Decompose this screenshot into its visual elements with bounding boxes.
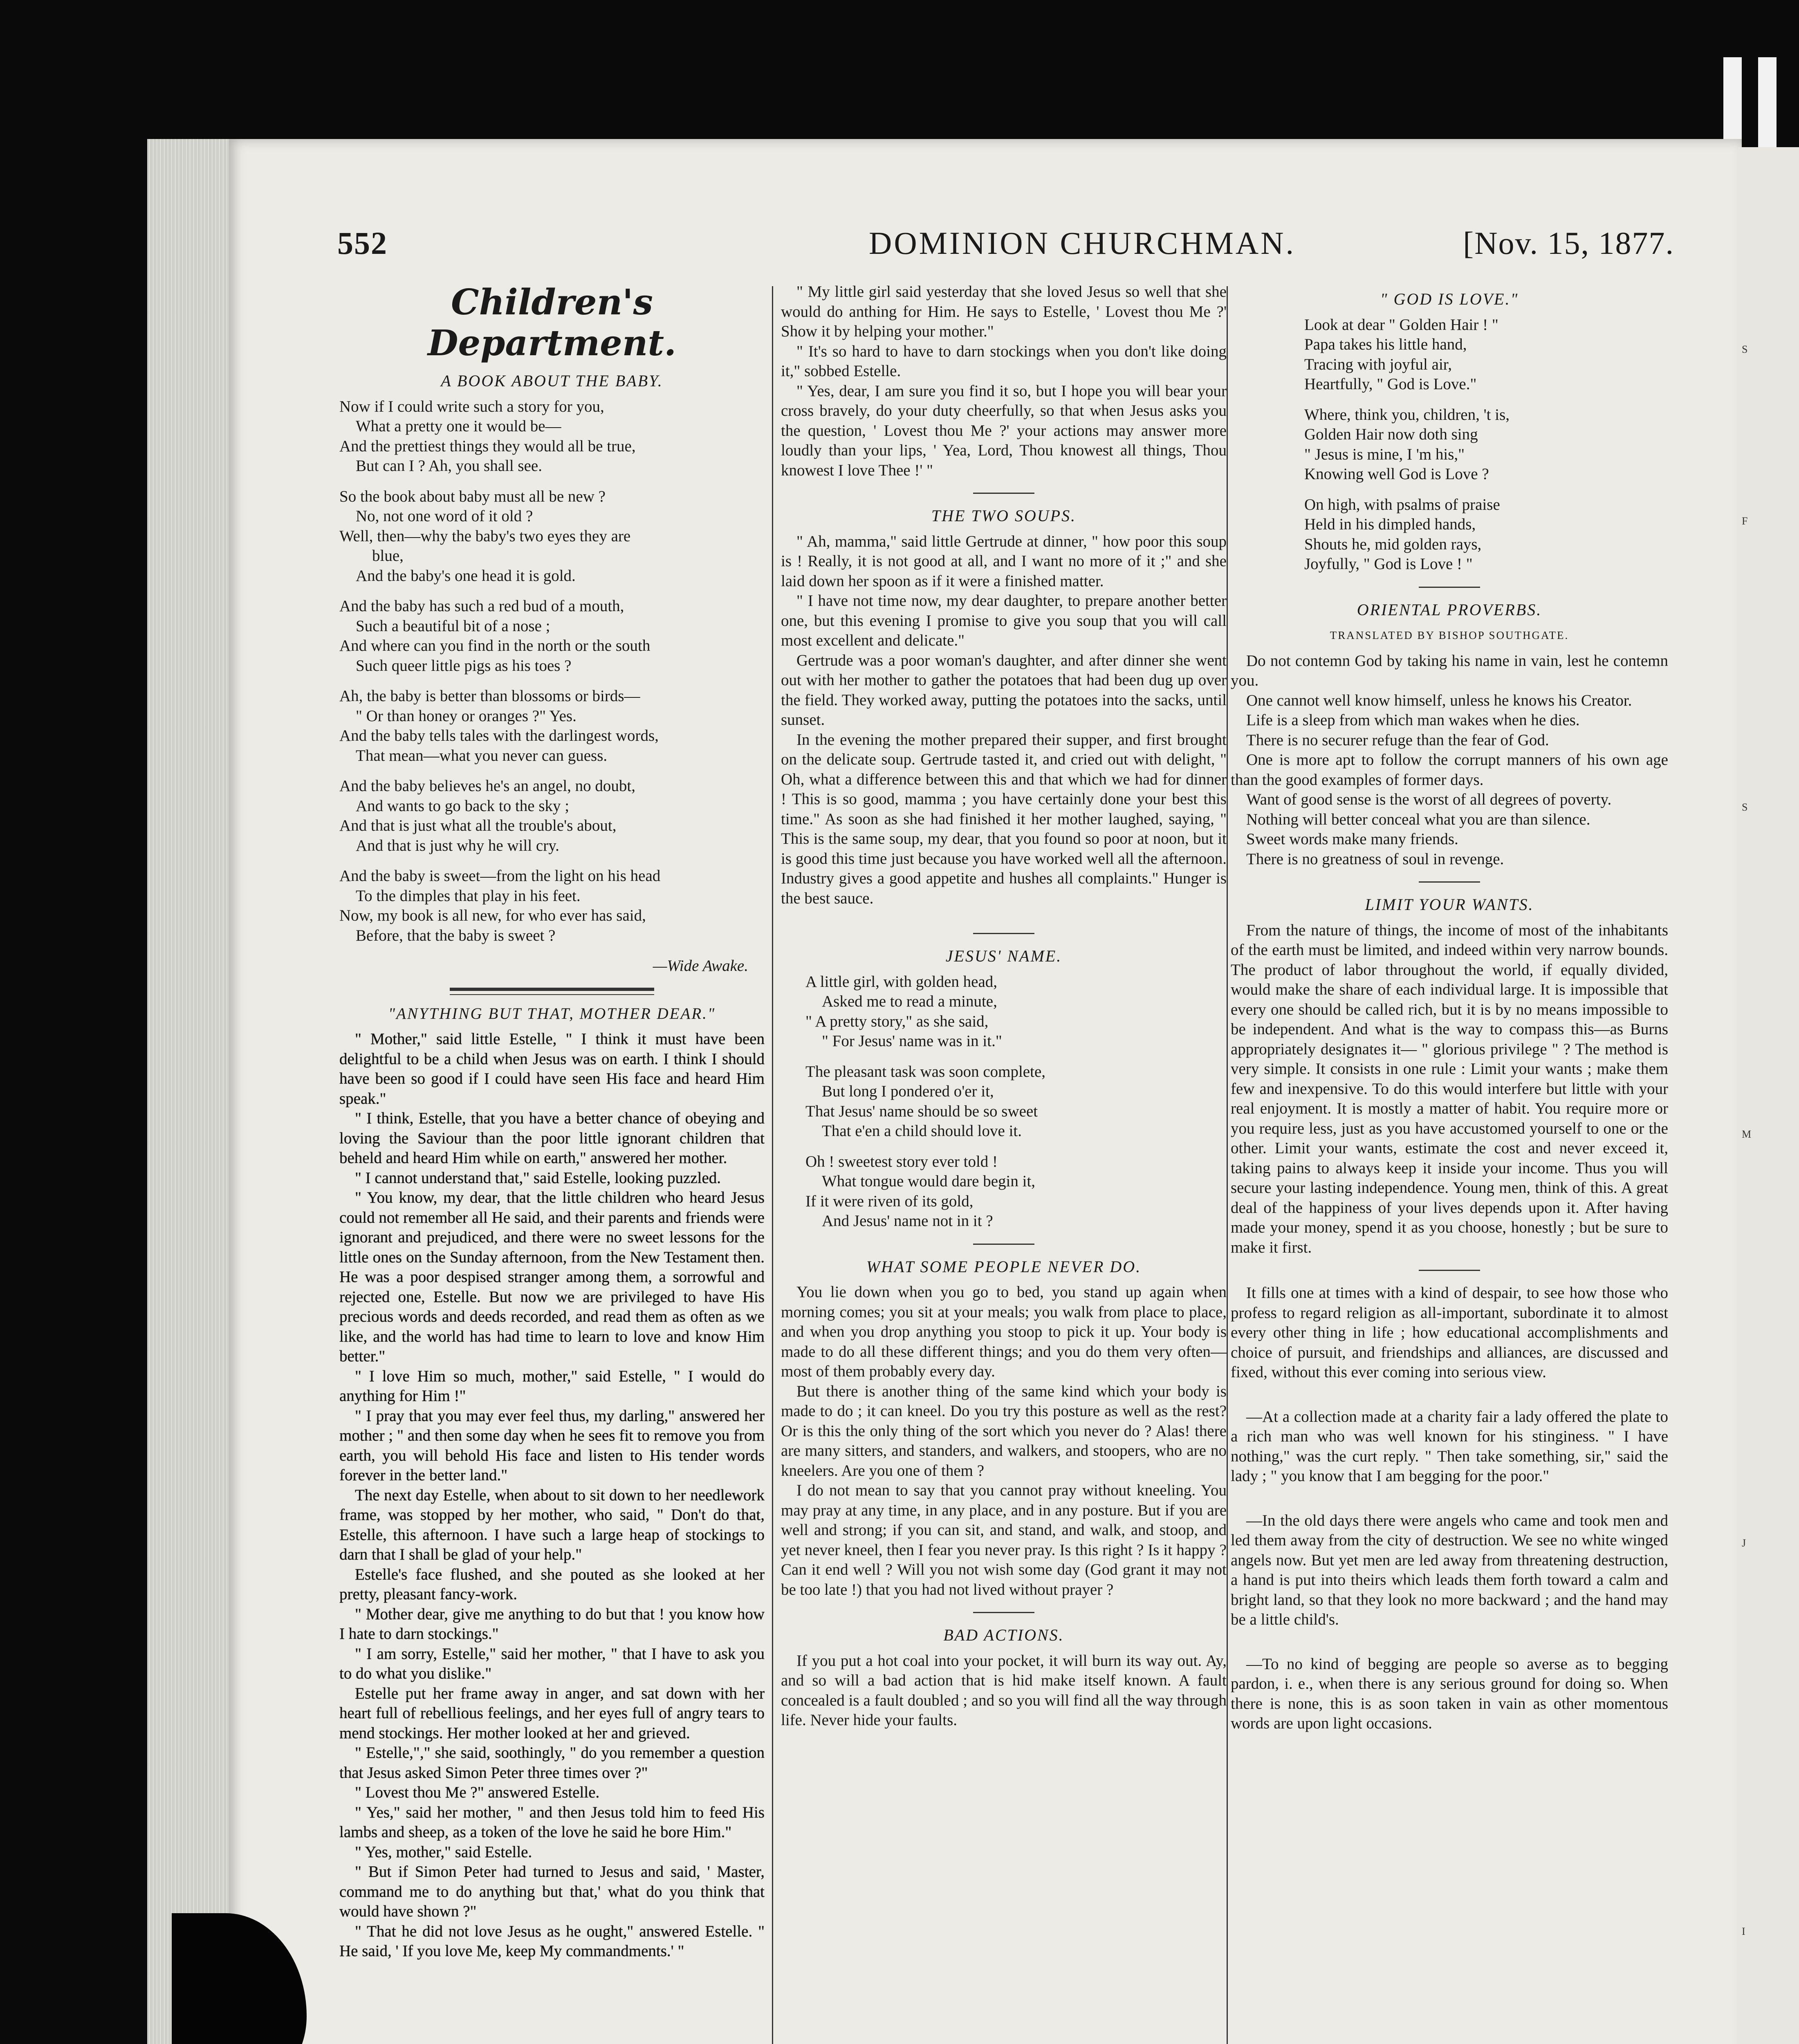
bad-actions-article [781,1651,1227,1730]
poem-line: And the baby believes he's an angel, no doubt, [339,777,636,795]
paragraph: From the nature of things, the income of most of the inhabitants of the earth must be limited, and indeed within very narrow bounds. The product of labor throughout the world, if equally divided, would make the share of each individual large. It is impossible that every one should be called rich, but it is by no means impossible to be independent. And what is the way to compass this—as Burns appropriately designates it— " glorious privilege " ? The method is very simple. It consists in one rule : Limit your wants ; make them few and inexpensive. To do this would interfere but little with your real enjoyment. It is mostly a matter of habit. You require more or you require less, just as you have accustomed yourself to one or the other. Limit your wants, estimate the cost and never exceed it, taking pains to always keep it inside your income. Thus you will secure your lasting independence. Young men, think of this. A great deal of the happiness of your lives depends upon it. After having made your money, spend it as you choose, honestly ; but be sure to make it first. [1231,921,1668,1256]
paragraph: " I cannot understand that," said Estelle, looking puzzled. [355,1169,721,1187]
never-do-article [781,1282,1227,1600]
poem-stanza [339,487,765,586]
poem-line: Now if I could write such a story for you, [339,397,604,415]
poem-line: Now, my book is all new, for who ever has said, [339,907,646,924]
paragraph: " That he did not love Jesus as he ought," answered Estelle. " He said, ' If you love Me, keep My commandments.' " [339,1922,765,1960]
poem-line: Such a beautiful bit of a nose ; [356,617,550,635]
poem-line: And that is just what all the trouble's about, [339,817,617,834]
paragraph: " It's so hard to have to darn stockings when you don't like doing it," sobbed Estelle. [781,342,1227,380]
poem-line: Where, think you, children, 't is, [1304,406,1510,424]
paragraph: " I pray that you may ever feel thus, my darling," answered her mother ; " and then some day when he sees fit to remove you from earth, you will behold His face and listen to His tender words forever in the better land." [339,1407,765,1484]
bad-actions-title: BAD ACTIONS. [943,1626,1064,1644]
paragraph: " I love Him so much, mother," said Estelle, " I would do anything for Him !" [339,1367,765,1405]
paragraph: " I have not time now, my dear daughter, to prepare another better one, but this evening I promise to give you soup that you will call most excellent and delicate." [781,592,1227,649]
section-rule [973,933,1034,934]
paragraph: " I think, Estelle, that you have a better chance of obeying and loving the Saviour than the poor little ignorant children that beheld and heard Him while on earth," answered her mother. [339,1109,765,1167]
facing-page-fragment: S F S M J I [1738,147,1799,2044]
paragraph: " Yes, dear, I am sure you find it so, but I hope you will bear your cross bravely, do your duty cheerfully, so that when Jesus asks you the question, ' Lovest thou Me ?' your actions may answer more loudly than your lips, ' Yea, Lord, Thou knowest all things, Thou knowest I love Thee !' " [781,382,1227,479]
miscellany [1231,1283,1668,1734]
masthead: DOMINION CHURCHMAN. [869,225,1296,261]
paragraph: Estelle's face flushed, and she pouted as she looked at her pretty, pleasant fancy-work. [339,1565,765,1603]
poem-stanza [339,776,765,856]
column-rule-1 [772,286,773,2044]
section-rule-thin [450,994,654,995]
paragraph: " Mother dear, give me anything to do but that ! you know how I hate to darn stockings." [339,1605,765,1643]
two-soups-story [781,532,1227,909]
page-number: 552 [337,225,388,261]
poem-stanza [339,596,765,676]
paragraph: Gertrude was a poor woman's daughter, and after dinner she went out with her mother to gather the potatoes that had been dug up over the field. They worked away, putting the potatoes into the sacks, until sunset. [781,651,1227,728]
poem-line: What tongue would dare begin it, [822,1172,1036,1190]
poem-line: Ah, the baby is better than blossoms or birds— [339,687,640,705]
section-rule [973,1244,1034,1245]
poem-line: Such queer little pigs as his toes ? [356,657,572,675]
poem-stanza [1304,405,1668,484]
poem-line: And the baby is sweet—from the light on his head [339,867,661,885]
paragraph: " Estelle,"," she said, soothingly, " do you remember a question that Jesus asked Simon Peter three times over ?" [339,1744,765,1782]
poem-line: Heartfully, " God is Love." [1304,375,1477,393]
section-rule [1419,1270,1480,1271]
jesus-name-title: JESUS' NAME. [945,947,1062,965]
paragraph: But there is another thing of the same kind which your body is made to do ; it can kneel. Do you try this posture as well as the rest? Or is this the only thing of the sort which you never do ? Alas! there are many sitters, and standers, and walkers, and stoopers, who are no kneelers. Are you one of them ? [781,1382,1227,1479]
poem-stanza [805,1062,1227,1141]
poem-line: A little girl, with golden head, [805,973,998,991]
poem-line: " A pretty story," as she said, [805,1012,989,1030]
paragraph: Estelle put her frame away in anger, and sat down with her heart full of rebellious feelings, and her eyes full of angry tears to mend stockings. Her mother looked at her and grieved. [339,1684,765,1742]
poem-line: And wants to go back to the sky ; [356,797,570,815]
paragraph: It fills one at times with a kind of despair, to see how those who profess to regard religion as all-important, subordinate it to almost every other thing in life ; how educational accomplishments and choice of pursuit, and friendships and alliances, are discussed and fixed, without this ever coming into serious view. [1231,1284,1668,1381]
paragraph: You lie down when you go to bed, you stand up again when morning comes; you sit at your meals; you walk from place to place, and when you drop anything you stoop to pick it up. Your body is made to do all these different things; and you do them very often—most of them probably every day. [781,1283,1227,1380]
column-2 [781,282,1227,1730]
baby-title: A BOOK ABOUT THE BABY. [441,372,663,390]
issue-date: [Nov. 15, 1877. [1463,225,1674,261]
poem-line: That e'en a child should love it. [822,1122,1022,1140]
column-3 [1231,282,1668,1734]
soups-title: THE TWO SOUPS. [931,507,1077,525]
paragraph: " Ah, mamma," said little Gertrude at dinner, " how poor this soup is ! Really, it is not good at all, and I want no more of it ;" and she laid down her spoon as if it were a finished matter. [781,532,1227,590]
poem-line: Tracing with joyful air, [1304,355,1452,373]
paragraph: If you put a hot coal into your pocket, it will burn its way out. Ay, and so will a bad action that is hid make itself known. A fault concealed is a fault doubled ; and so you will find all the way through life. Never hide your faults. [781,1652,1227,1729]
paragraph: " But if Simon Peter had turned to Jesus and said, ' Master, command me to do anything but that,' what do you think that would have shown ?" [339,1863,765,1920]
proverbs-title: ORIENTAL PROVERBS. [1357,600,1542,619]
paragraph: Life is a sleep from which man wakes when he dies. [1246,711,1580,729]
proverbs-list [1231,651,1668,870]
poem-stanza [805,972,1227,1051]
poem-line: And the prettiest things they would all be true, [339,437,636,455]
proverbs-subtitle: TRANSLATED BY BISHOP SOUTHGATE. [1330,629,1569,641]
limit-wants-title: LIMIT YOUR WANTS. [1365,895,1534,914]
paragraph: One is more apt to follow the corrupt manners of his own age than the good examples of former days. [1231,751,1668,789]
poem-line: That Jesus' name should be so sweet [805,1102,1038,1120]
paragraph: There is no securer refuge than the fear of God. [1246,731,1549,749]
poem-line: And the baby's one head it is gold. [356,567,576,585]
poem-line: What a pretty one it would be— [356,417,561,435]
poem-line: On high, with psalms of praise [1304,495,1500,513]
paragraph: The next day Estelle, when about to sit down to her needlework frame, was stopped by her mother, who said, " Don't do that, Estelle, this afternoon. I have such a large heap of stockings to darn that I shall be glad of your help." [339,1486,765,1563]
paragraph: " You know, my dear, that the little children who heard Jesus could not remember all He said, and their parents and friends were ignorant and prejudiced, and there were no sweet lessons for the little ones on the Sunday afternoon, from the New Testament then. He was a poor despised stranger among them, a sorrowful and rejected one, Estelle. But now we are privileged to have His precious words and deeds recorded, and read them as often as we like, and the world has had time to learn to love and know Him better." [339,1189,765,1365]
poem-line: That mean—what you never can guess. [356,746,608,764]
poem-line: blue, [372,547,404,565]
poem-line: But can I ? Ah, you shall see. [356,457,542,475]
mother-title: "ANYTHING BUT THAT, MOTHER DEAR." [388,1004,716,1022]
page-header [337,225,1674,266]
poem-line: And the baby has such a red bud of a mouth, [339,597,624,615]
jesus-name-poem [781,972,1227,1231]
poem-line: If it were riven of its gold, [805,1192,974,1210]
paragraph: " Mother," said little Estelle, " I think it must have been delightful to be a child when Jesus was on earth. I think I should have been so good if I could have seen His face and heard Him speak." [339,1030,765,1107]
poem-line: And the baby tells tales with the darlingest words, [339,727,659,744]
poem-stanza [805,1152,1227,1231]
poem-line: Held in his dimpled hands, [1304,515,1476,533]
paragraph: —In the old days there were angels who came and took men and led them away from the city of destruction. We see no white winged angels now. But yet men are led away from threatening destruction, a hand is put into theirs which leads them forth toward a calm and bright land, so that they look no more backward ; and the hand may be a little child's. [1231,1511,1668,1628]
paragraph: There is no greatness of soul in revenge. [1246,850,1504,868]
poem-line: And that is just why he will cry. [356,836,559,854]
section-rule [450,988,654,991]
poem-stanza [339,397,765,476]
paragraph: " I am sorry, Estelle," said her mother, " that I have to ask you to do what you dislike." [339,1645,765,1682]
poem-stanza [339,866,765,946]
baby-signature: —Wide Awake. [653,957,748,975]
poem-line: The pleasant task was soon complete, [805,1062,1045,1080]
poem-line: But long I pondered o'er it, [822,1083,994,1100]
poem-line: And where can you find in the north or the south [339,637,651,654]
section-rule [1419,881,1480,883]
paragraph: —At a collection made at a charity fair a lady offered the plate to a rich man who was well known for his stinginess. " I have nothing," was the curt reply. " Then take something, sir," said the lady ; " you know that I am begging for the poor." [1231,1407,1668,1485]
poem-stanza [339,686,765,766]
poem-line: Oh ! sweetest story ever told ! [805,1152,998,1170]
paragraph: " Lovest thou Me ?" answered Estelle. [355,1784,600,1801]
poem-line: Papa takes his little hand, [1304,336,1467,353]
paragraph: " Yes, mother," said Estelle. [355,1843,532,1861]
mother-story [339,1029,765,1961]
baby-poem [339,397,765,946]
paragraph: Do not contemn God by taking his name in vain, lest he contemn you. [1231,652,1668,689]
poem-line: " Jesus is mine, I 'm his," [1304,445,1465,463]
poem-line: Golden Hair now doth sing [1304,426,1478,443]
poem-stanza [1304,315,1668,394]
section-rule [973,493,1034,494]
poem-line: No, not one word of it old ? [356,507,533,525]
column-1 [339,282,765,1961]
poem-line: Before, that the baby is sweet ? [356,926,556,944]
film-marker-top-2 [1758,57,1777,155]
god-is-love-poem [1231,315,1668,574]
paragraph: I do not mean to say that you cannot pray without kneeling. You may pray at any time, in any place, and in any posture. But if you are well and strong; if you can sit, and stand, and walk, and stoop, and yet never kneel, then I fear you never pray. Is this right ? Is it happy ? Can it end well ? Will you not wish some day (God grant it may not be too late !) that you had not lived without prayer ? [781,1481,1227,1598]
limit-wants-article [1231,921,1668,1258]
poem-line: Shouts he, mid golden rays, [1304,535,1482,553]
department-heading: Children's Department. [427,282,677,364]
poem-stanza [1304,495,1668,574]
poem-line: Joyfully, " God is Love ! " [1304,555,1473,573]
paragraph: " Yes," said her mother, " and then Jesus told him to feed His lambs and sheep, as a token of the love he said he bore Him." [339,1803,765,1841]
paragraph: Want of good sense is the worst of all degrees of poverty. [1246,791,1612,808]
paragraph: In the evening the mother prepared their supper, and first brought on the delicate soup. Gertrude tasted it, and cried out with delight, " Oh, what a difference between this and that which we had for dinner ! This is so good, mamma ; you have certainly done your best this time." As soon as she had finished it her mother laughed, saying, " This is the same soup, my dear, that you found so poor at noon, but it is good this time just because you have worked well all the afternoon. Industry gives a good appetite and hushes all complaints." Hunger is the best sauce. [781,731,1227,907]
poem-line: Well, then—why the baby's two eyes they are [339,527,631,545]
paragraph: Sweet words make many friends. [1246,830,1458,848]
poem-line: " Or than honey or oranges ?" Yes. [356,707,576,725]
god-is-love-title: " GOD IS LOVE." [1380,290,1519,308]
never-title: WHAT SOME PEOPLE NEVER DO. [866,1257,1142,1276]
story-continuation [781,282,1227,480]
paragraph: One cannot well know himself, unless he knows his Creator. [1246,691,1632,709]
poem-line: Knowing well God is Love ? [1304,465,1489,483]
section-rule [1419,587,1480,588]
paragraph: —To no kind of begging are people so averse as to begging pardon, i. e., when there is any serious ground for doing so. When there is none, this is as soon taken in vain as other momentous words are upon light occasions. [1231,1655,1668,1732]
poem-line: Asked me to read a minute, [822,993,997,1010]
poem-line: To the dimples that play in his feet. [356,887,581,905]
poem-line: And Jesus' name not in it ? [822,1212,993,1230]
poem-line: " For Jesus' name was in it." [822,1032,1002,1050]
paragraph: Nothing will better conceal what you are than silence. [1246,810,1590,828]
paragraph: " My little girl said yesterday that she loved Jesus so well that she would do anthing for Him. He says to Estelle, ' Lovest thou Me ?' Show it by helping your mother." [781,283,1227,340]
poem-line: Look at dear " Golden Hair ! " [1304,316,1498,334]
section-rule [973,1612,1034,1613]
column-rule-2 [1227,286,1228,2044]
poem-line: So the book about baby must all be new ? [339,487,606,505]
